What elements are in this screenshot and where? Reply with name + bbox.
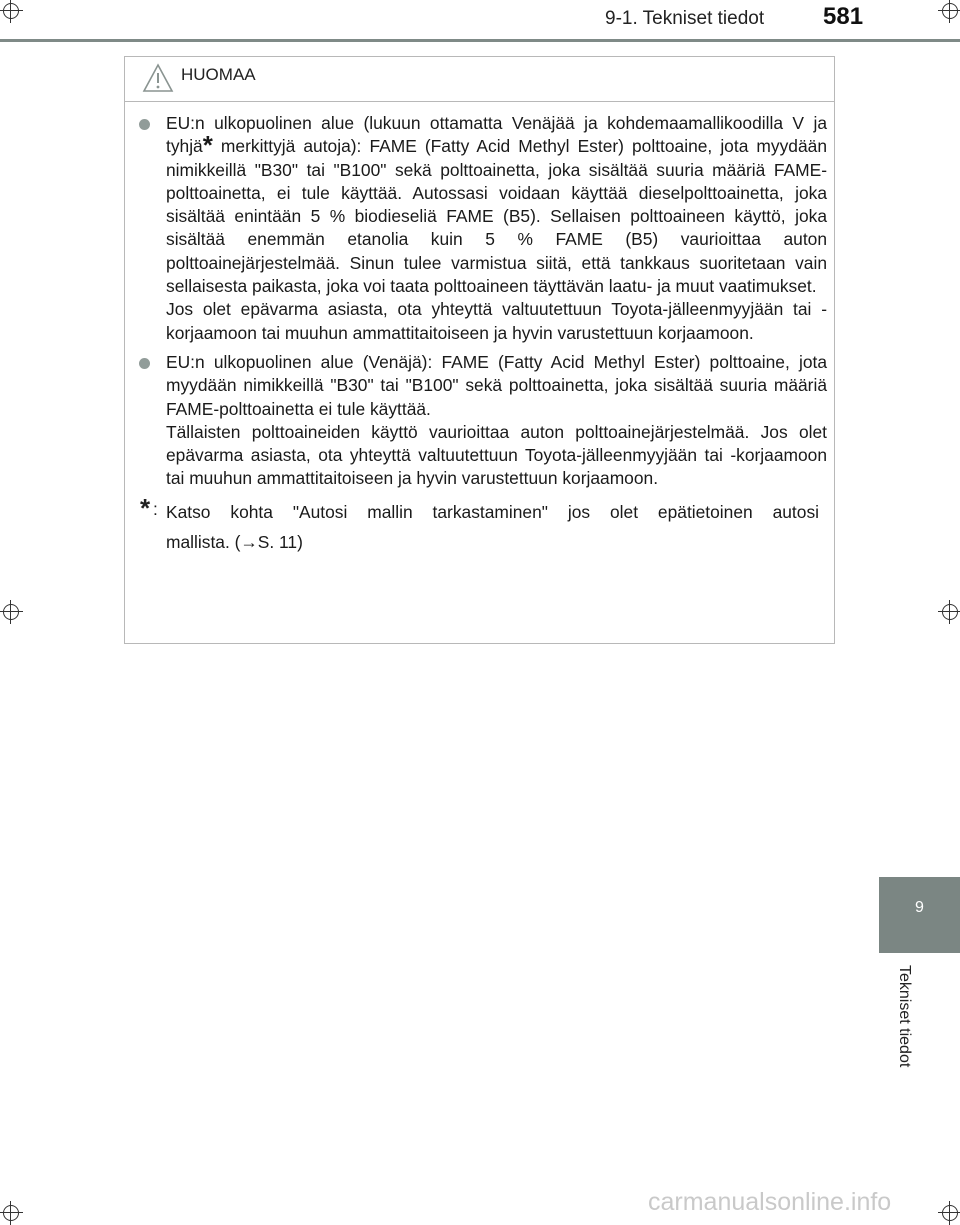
header-rule [0,39,960,42]
item-followup: Tällaisten polttoaineiden käyttö vaurioittaa auton polttoainejärjestelmää. Jos olet epävarma asiasta, ota yhteyttä valtuutettuun Toyota-jälleenmyyjään tai -korjaamoon tai muuhun ammattitaitoiseen ja hyvin varustettuun korjaamoon. [166,421,827,489]
footnote-asterisk: * [140,492,151,523]
item-followup: Jos olet epävarma asiasta, ota yhteyttä valtuutettuun Toyota-jälleenmyyjään tai -korjaamoon tai muuhun ammattitaitoiseen ja hyvin varustettuun korjaamoon. [166,299,827,343]
footnote-colon: : [153,498,158,519]
footnote-link-text[interactable]: mallista. (→S. 11) [166,531,303,552]
crop-mark-bottom-left [0,1201,23,1225]
chapter-tab[interactable] [879,877,960,953]
bullet-icon [139,119,150,130]
list-item [139,112,827,345]
list-item [139,351,827,491]
footnote-text: Katso kohta "Autosi mallin tarkastaminen" jos olet epätietoinen autosi [166,501,819,522]
notice-body [139,112,827,557]
chapter-title-vertical [885,965,915,1105]
notice-box [124,56,835,644]
crop-mark-top-right [938,0,960,23]
chapter-title: Tekniset tiedot [896,965,913,1068]
bullet-icon [139,358,150,369]
footnote [139,492,827,557]
item-text: EU:n ulkopuolinen alue (Venäjä): FAME (Fatty Acid Methyl Ester) polttoaine, jota myydään nimikkeillä "B30" tai "B100" sekä polttoainetta, joka sisältää suuria määriä FAME-polttoainetta ei tule käyttää. [166,351,827,419]
page-number: 581 [823,3,864,30]
crop-mark-mid-right [938,600,960,624]
notice-title: HUOMAA [181,65,256,84]
section-title: 9-1. Tekniset tiedot [605,8,765,29]
chapter-number: 9 [915,899,924,916]
crop-mark-mid-left [0,600,23,624]
notice-header [125,57,834,102]
warning-triangle-icon [142,63,174,93]
watermark: carmanualsonline.info [648,1188,892,1216]
crop-mark-top-left [0,0,23,23]
item-text: EU:n ulkopuolinen alue (lukuun ottamatta Venäjää ja kohdemaamallikoodilla V ja tyhjä* merkittyjä autoja): FAME (Fatty Acid Methyl Ester) polttoaine, jota myydään nimikkeillä "B30" tai "B100" sekä polttoainetta, joka sisältää suuria määriä FAME-polttoainetta, ei tule käyttää. Autossasi voidaan käyttää dieselpolttoainetta, joka sisältää enintään 5 % biodieseliä FAME (B5). Sellaisen polttoaineen käyttö, joka sisältää enemmän etanolia kuin 5 % FAME (B5) vaurioittaa auton polttoainejärjestelmää. Sinun tulee varmistua siitä, että tankkaus suoritetaan vain sellaisesta paikasta, joka voi taata polttoaineen täyttävän laatu- ja muut vaatimukset. [166,113,827,297]
crop-mark-bottom-right [938,1201,960,1225]
